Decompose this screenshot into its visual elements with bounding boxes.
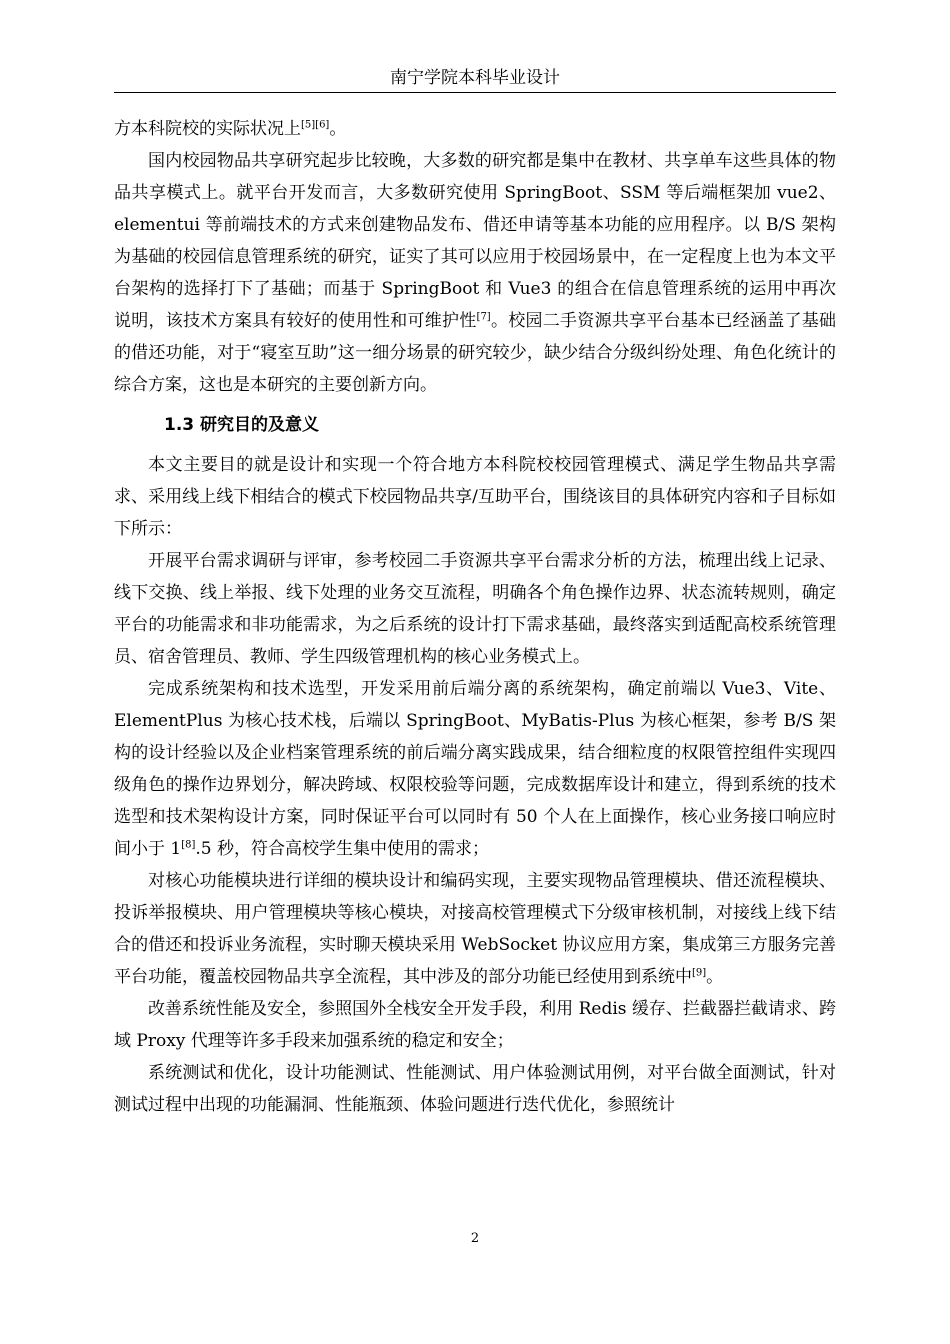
paragraph-testing: 系统测试和优化，设计功能测试、性能测试、用户体验测试用例，对平台做全面测试，针对测试过程中出现的功能漏洞、性能瓶颈、体验问题进行迭代优化，参照统计 — [114, 1063, 836, 1115]
paragraph-continued: 方本科院校的实际状况上[5][6]。 — [114, 119, 347, 139]
header-rule — [114, 92, 836, 93]
paragraph-purpose: 本文主要目的就是设计和实现一个符合地方本科院校校园管理模式、满足学生物品共享需求、采用线上线下相结合的模式下校园物品共享/互助平台，围绕该目的具体研究内容和子目标如下所示： — [114, 455, 836, 539]
section-heading: 1.3 研究目的及意义 — [164, 415, 320, 435]
citation-ref: [7] — [476, 311, 491, 323]
paragraph-domestic-research: 国内校园物品共享研究起步比较晚，大多数的研究都是集中在教材、共享单车这些具体的物品共享模式上。就平台开发而言，大多数研究使用 SpringBoot、SSM 等后端框架加 vue2、elementui 等前端技术的方式来创建物品发布、借还申请等基本功能的应用程序。以 B/S 架构为基础的校园信息管理系统的研究，证实了其可以应用于校园场景中，在一定程度上也为本文平台架构的选择打下了基础；而基于 SpringBoot 和 Vue3 的组合在信息管理系统的运用中再次说明，该技术方案具有较好的使用性和可维护性[7]。校园二手资源共享平台基本已经涵盖了基础的借还功能，对于“寝室互助”这一细分场景的研究较少，缺少结合分级纠纷处理、角色化统计的综合方案，这也是本研究的主要创新方向。 — [114, 151, 836, 395]
citation-ref: [8] — [181, 839, 196, 851]
paragraph-security: 改善系统性能及安全，参照国外全栈安全开发手段，利用 Redis 缓存、拦截器拦截请求、跨域 Proxy 代理等许多手段来加强系统的稳定和安全； — [114, 999, 836, 1051]
citation-ref: [5][6] — [301, 119, 330, 131]
body-text — [114, 113, 836, 1121]
running-header: 南宁学院本科毕业设计 — [390, 68, 560, 88]
paragraph-modules: 对核心功能模块进行详细的模块设计和编码实现，主要实现物品管理模块、借还流程模块、投诉举报模块、用户管理模块等核心模块，对接高校管理模式下分级审核机制，对接线上线下结合的借还和投诉业务流程，实时聊天模块采用 WebSocket 协议应用方案，集成第三方服务完善平台功能，覆盖校园物品共享全流程，其中涉及的部分功能已经使用到系统中[9]。 — [114, 871, 836, 987]
page-number: 2 — [470, 1231, 480, 1246]
citation-ref: [9] — [692, 967, 707, 979]
paragraph-requirements: 开展平台需求调研与评审，参考校园二手资源共享平台需求分析的方法，梳理出线上记录、线下交换、线上举报、线下处理的业务交互流程，明确各个角色操作边界、状态流转规则，确定平台的功能需求和非功能需求，为之后系统的设计打下需求基础，最终落实到适配高校系统管理员、宿舍管理员、教师、学生四级管理机构的核心业务模式上。 — [114, 551, 836, 667]
paragraph-architecture: 完成系统架构和技术选型，开发采用前后端分离的系统架构，确定前端以 Vue3、Vite、ElementPlus 为核心技术栈，后端以 SpringBoot、MyBatis-Plus 为核心框架，参考 B/S 架构的设计经验以及企业档案管理系统的前后端分离实践成果，结合细粒度的权限管控组件实现四级角色的操作边界划分，解决跨域、权限校验等问题，完成数据库设计和建立，得到系统的技术选型和技术架构设计方案，同时保证平台可以同时有 50 个人在上面操作，核心业务接口响应时间小于 1[8].5 秒，符合高校学生集中使用的需求； — [114, 679, 836, 859]
